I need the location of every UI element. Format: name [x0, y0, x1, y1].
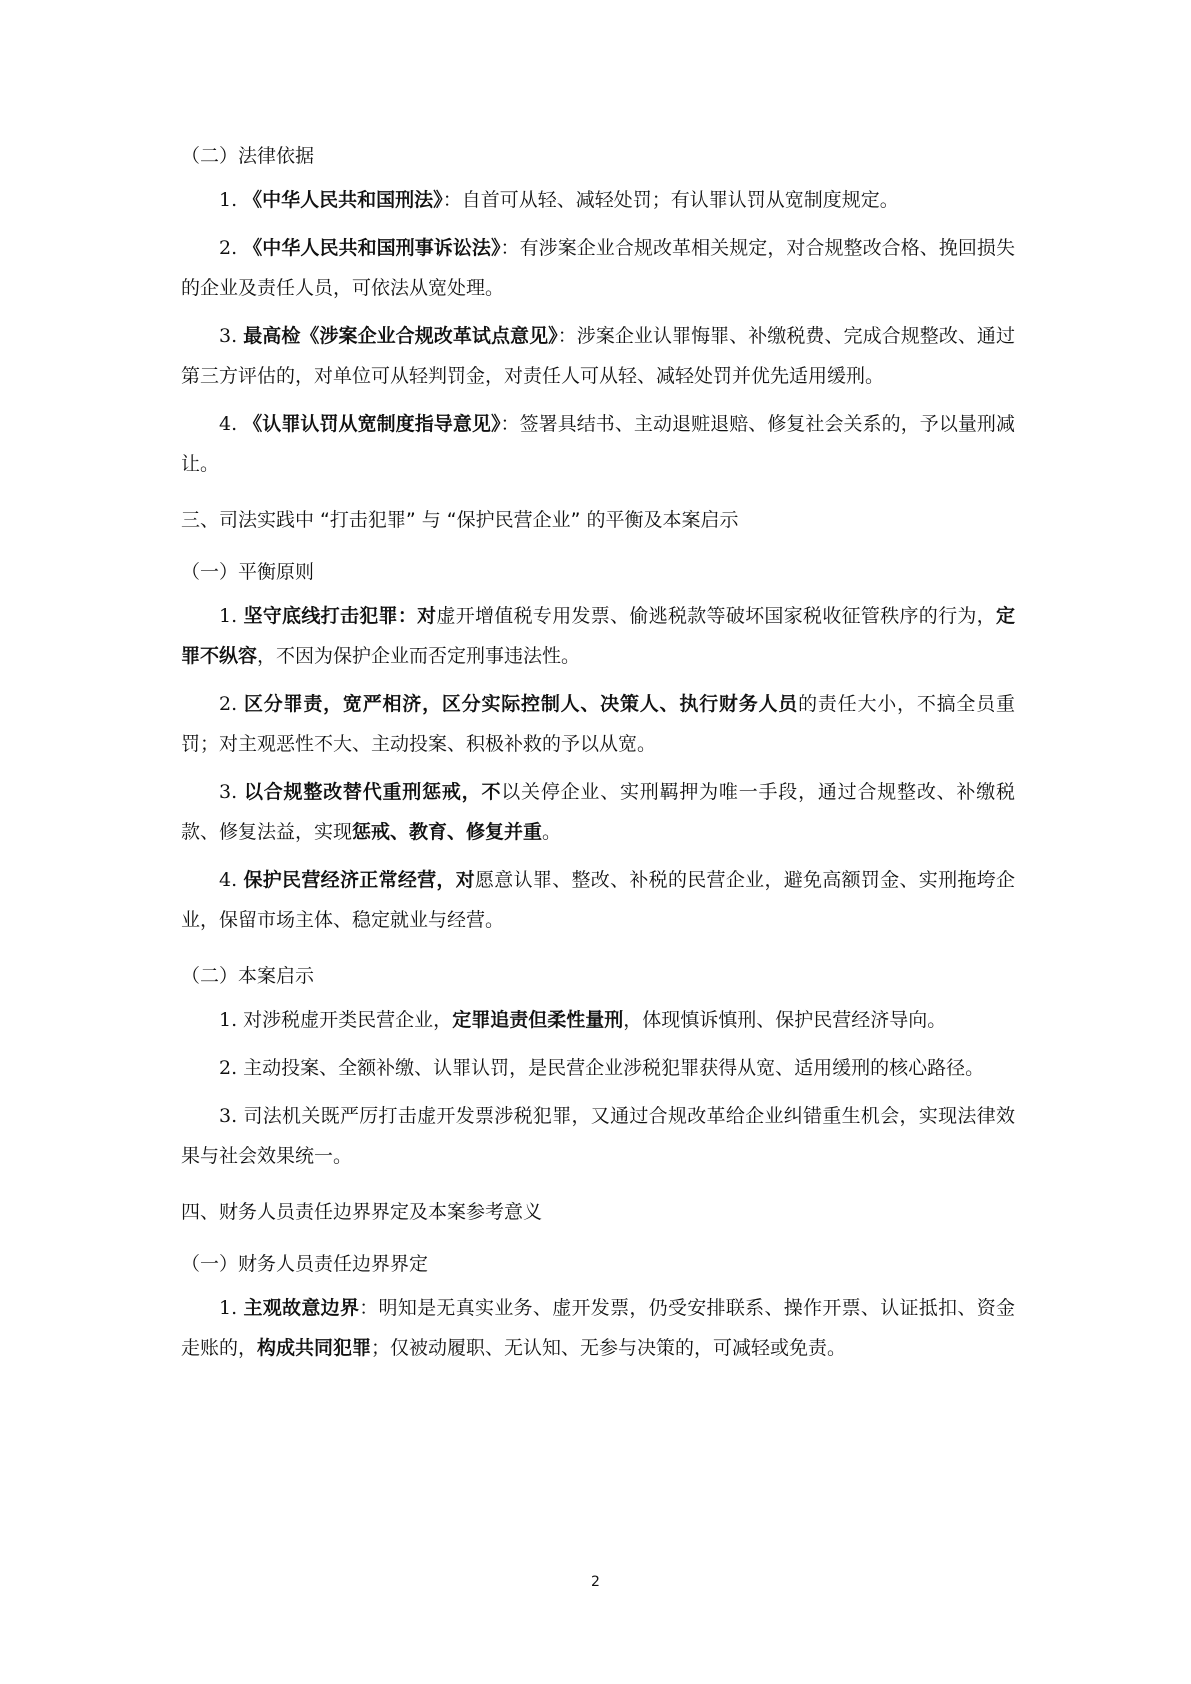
item-bold-lead: 保护民营经济正常经营，对 [243, 869, 476, 891]
law-title: 《认罪认罚从宽制度指导意见》 [243, 413, 501, 435]
subheading-legal-basis: （二）法律依据 [181, 145, 315, 167]
boundary-item-1 [181, 1288, 1015, 1368]
item-number: 1. [219, 1009, 244, 1031]
balance-item-1 [181, 596, 1015, 676]
item-bold-emphasis: 定罪不纵容 [181, 605, 1015, 667]
item-number: 1. [219, 1297, 244, 1319]
item-text: ：自首可从轻、减轻处罚；有认罪认罚从宽制度规定。 [442, 189, 899, 211]
item-number: 4. [219, 869, 244, 891]
legal-basis-item-4 [181, 404, 1015, 484]
item-number: 3. [219, 1105, 244, 1127]
law-title: 最高检《涉案企业合规改革试点意见》 [243, 325, 558, 347]
item-bold-emphasis: 定罪追责但柔性量刑 [452, 1009, 624, 1031]
balance-item-4 [181, 860, 1015, 940]
insight-item-2 [181, 1048, 1015, 1088]
item-text: 愿意认罪、整改、补税的民营企业，避免高额罚金、实刑拖垮企业，保留市场主体、稳定就业与经营。 [181, 869, 1015, 931]
item-bold-lead: 坚守底线打击犯罪：对 [243, 605, 437, 627]
item-number: 1. [219, 605, 244, 627]
subheading-balance-principles: （一）平衡原则 [181, 561, 315, 583]
item-number: 2. [219, 1057, 244, 1079]
item-bold-emphasis: 构成共同犯罪 [257, 1337, 372, 1359]
item-text: 。 [542, 821, 562, 843]
item-bold-lead: 以合规整改替代重刑惩戒，不 [243, 781, 502, 803]
insight-item-1 [181, 1000, 1015, 1040]
item-bold-emphasis: 惩戒、教育、修复并重 [352, 821, 543, 843]
balance-item-3 [181, 772, 1015, 852]
item-text: ，体现慎诉慎刑、保护民营经济导向。 [623, 1009, 947, 1031]
subheading-case-insights: （二）本案启示 [181, 965, 315, 987]
item-bold-lead: 区分罪责，宽严相济，区分实际控制人、决策人、执行财务人员 [243, 693, 799, 715]
item-number: 3. [219, 325, 244, 347]
law-title: 《中华人民共和国刑法》 [243, 189, 443, 211]
item-text: 虚开增值税专用发票、偷逃税款等破坏国家税收征管秩序的行为， [436, 605, 996, 627]
legal-basis-item-1 [181, 180, 1015, 220]
item-text: 以关停企业、实刑羁押为唯一手段，通过合规整改、补缴税款、修复法益，实现 [181, 781, 1015, 843]
section-heading-4: 四、财务人员责任边界界定及本案参考意义 [181, 1201, 543, 1223]
subheading-responsibility-boundary: （一）财务人员责任边界界定 [181, 1253, 429, 1275]
item-text: ：涉案企业认罪悔罪、补缴税费、完成合规整改、通过第三方评估的，对单位可从轻判罚金，对责任人可从轻、减轻处罚并优先适用缓刑。 [181, 325, 1015, 387]
item-number: 2. [219, 693, 244, 715]
item-bold-lead: 主观故意边界 [243, 1297, 360, 1319]
balance-item-2 [181, 684, 1015, 764]
page-number: 2 [591, 1574, 600, 1590]
item-text: 的责任大小，不搞全员重罚；对主观恶性不大、主动投案、积极补救的予以从宽。 [181, 693, 1015, 755]
item-number: 1. [219, 189, 244, 211]
item-text: ：有涉案企业合规改革相关规定，对合规整改合格、挽回损失的企业及责任人员，可依法从宽处理。 [181, 237, 1015, 299]
item-text: 司法机关既严厉打击虚开发票涉税犯罪，又通过合规改革给企业纠错重生机会，实现法律效果与社会效果统一。 [181, 1105, 1015, 1167]
insight-item-3 [181, 1096, 1015, 1176]
item-text: ：签署具结书、主动退赃退赔、修复社会关系的，予以量刑减让。 [181, 413, 1015, 475]
legal-basis-item-3 [181, 316, 1015, 396]
item-number: 4. [219, 413, 244, 435]
item-text: ，不因为保护企业而否定刑事违法性。 [257, 645, 581, 667]
item-number: 3. [219, 781, 244, 803]
item-number: 2. [219, 237, 244, 259]
page-content [181, 140, 1015, 1368]
item-text: ：明知是无真实业务、虚开发票，仍受安排联系、操作开票、认证抵扣、资金走账的， [181, 1297, 1015, 1359]
legal-basis-item-2 [181, 228, 1015, 308]
item-text: 对涉税虚开类民营企业， [243, 1009, 453, 1031]
item-text: 主动投案、全额补缴、认罪认罚，是民营企业涉税犯罪获得从宽、适用缓刑的核心路径。 [243, 1057, 985, 1079]
item-text: ；仅被动履职、无认知、无参与决策的，可减轻或免责。 [371, 1337, 847, 1359]
section-heading-3: 三、司法实践中 “打击犯罪” 与 “保护民营企业” 的平衡及本案启示 [181, 509, 739, 531]
law-title: 《中华人民共和国刑事诉讼法》 [243, 237, 501, 259]
